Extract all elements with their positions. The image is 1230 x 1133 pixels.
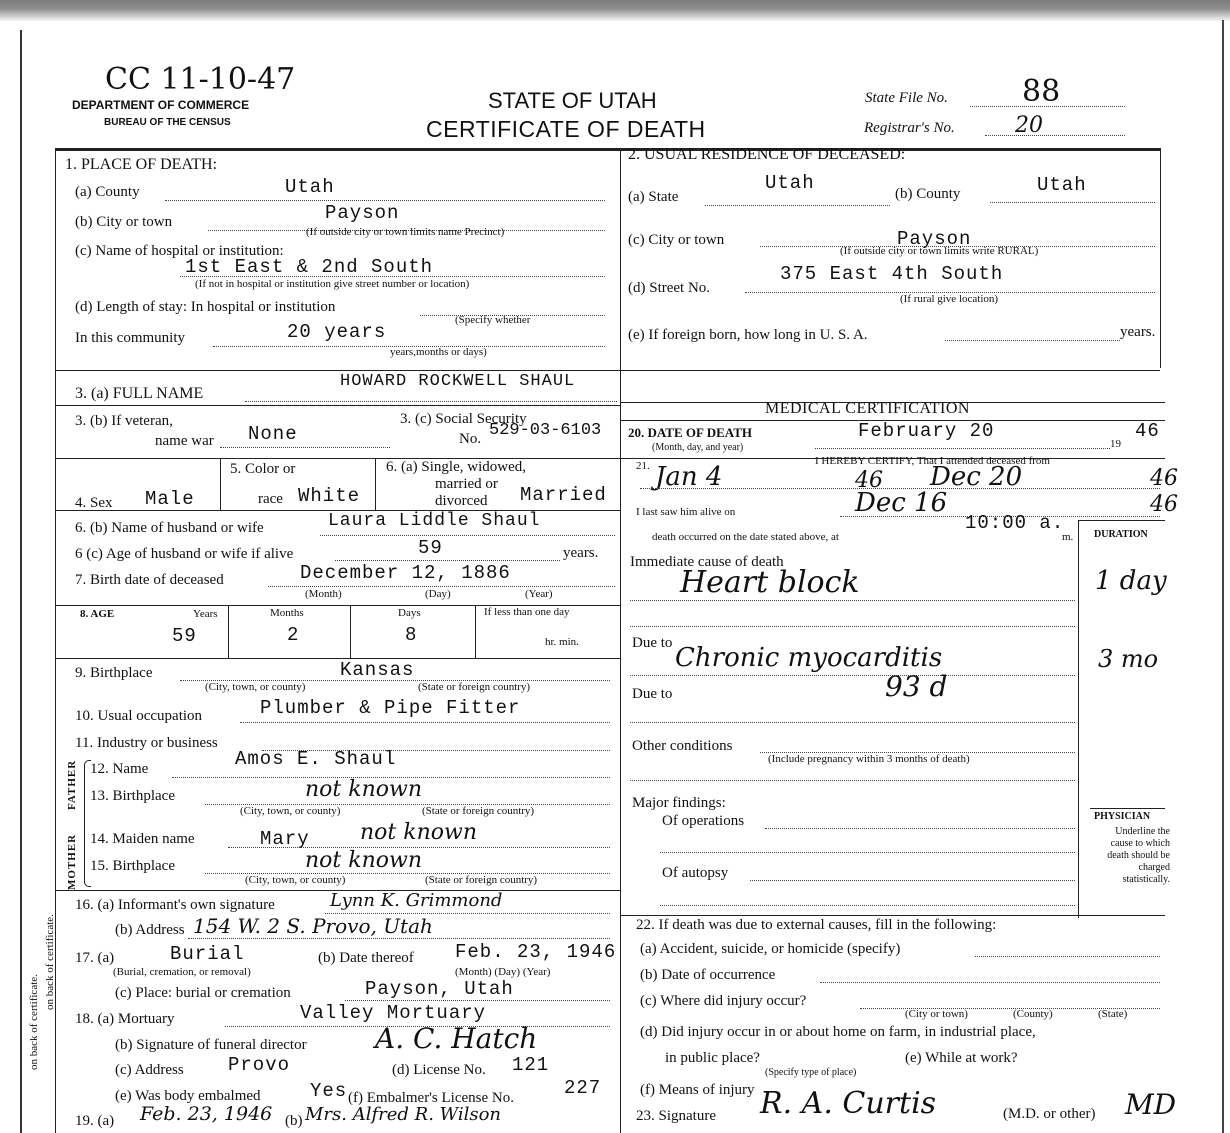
- spouse-age: 59: [418, 537, 443, 559]
- spouse-label: 6. (b) Name of husband or wife: [75, 520, 264, 536]
- mother-birth-note-1: (City, town, or county): [245, 874, 346, 886]
- grid-left: [55, 148, 56, 1133]
- registrar-sig-label: (b): [285, 1113, 303, 1129]
- birth-value: December 12, 1886: [300, 562, 511, 584]
- death-date-label-1: 20. DATE OF DEATH: [628, 425, 752, 440]
- place-city-note: (If outside city or town limits name Precinct): [306, 226, 505, 238]
- autopsy-line: [750, 880, 1075, 881]
- mother-birth: not known: [305, 848, 422, 873]
- ext-b-line: [820, 982, 1160, 983]
- place-community-label: In this community: [75, 330, 185, 346]
- disp-place-line: [345, 1000, 610, 1001]
- age-days-head: Days: [398, 607, 421, 619]
- place-stay-label: (d) Length of stay: In hospital or institution: [75, 299, 336, 315]
- filed-label: 19. (a): [75, 1113, 115, 1129]
- color-label-1: 5. Color or: [230, 461, 296, 477]
- ss-label-1: 3. (c) Social Security: [400, 411, 527, 427]
- father-birth: not known: [305, 777, 422, 802]
- birth-day: (Day): [425, 588, 451, 600]
- ext-d: (d) Did injury occur in or about home on farm, in industrial place,: [640, 1024, 1036, 1040]
- vet-label-2: name war: [155, 433, 214, 449]
- color-value: White: [298, 485, 361, 507]
- place-hosp-label: (c) Name of hospital or institution:: [75, 243, 284, 259]
- ext-c-note-3: (State): [1098, 1008, 1128, 1020]
- ops-line-2: [660, 852, 1075, 853]
- rule-2: [55, 405, 620, 406]
- page-title: CERTIFICATE OF DEATH: [426, 116, 706, 142]
- ext-a-line: [975, 956, 1160, 957]
- res-state: Utah: [765, 172, 815, 194]
- death-date: February 20: [858, 420, 995, 442]
- physician-head: PHYSICIAN: [1094, 811, 1151, 822]
- ss-label-2: No.: [459, 431, 482, 447]
- place-county: Utah: [285, 176, 335, 198]
- age-years-head: Years: [193, 608, 218, 620]
- disp-date-label: (b) Date thereof: [318, 950, 414, 966]
- other-label: Other conditions: [632, 738, 733, 754]
- due1-line: [630, 675, 1075, 676]
- rule-1: [55, 370, 1160, 371]
- md-label: (M.D. or other): [1003, 1106, 1096, 1122]
- place-city-label: (b) City or town: [75, 214, 173, 230]
- place-city: Payson: [325, 202, 400, 224]
- due1-value: Chronic myocarditis: [675, 643, 943, 673]
- registrar-line: [985, 135, 1125, 136]
- res-foreign-label: (e) If foreign born, how long in U. S. A.: [628, 327, 868, 343]
- marital-value: Married: [520, 484, 607, 506]
- mother-side-label: MOTHER: [66, 833, 78, 890]
- physician-note: Underline the cause to which death should be charged statistically.: [1107, 826, 1170, 885]
- box-divider-2: [375, 458, 376, 510]
- father-name: Amos E. Shaul: [235, 748, 397, 770]
- name-line: [245, 401, 617, 402]
- father-name-label: 12. Name: [90, 761, 149, 777]
- emb-license-label: (f) Embalmer's License No.: [348, 1090, 514, 1106]
- ext-label: 22. If death was due to external causes, fill in the following:: [636, 917, 997, 933]
- other-note: (Include pregnancy within 3 months of death): [768, 753, 970, 765]
- birthplace-note-1: (City, town, or county): [205, 681, 306, 693]
- state-heading: STATE OF UTAH: [488, 88, 657, 113]
- due2-label: Due to: [632, 686, 673, 702]
- spouse-line: [320, 535, 615, 536]
- emb-license: 227: [564, 1077, 602, 1099]
- margin-note-1: on back of certificate.: [28, 974, 40, 1070]
- birth-year: (Year): [525, 588, 553, 600]
- age-div-1: [228, 605, 229, 658]
- res-city-note: (If outside city or town limits write RURAL): [840, 245, 1039, 257]
- marital-label-3: divorced: [435, 493, 488, 509]
- informant-addr-line: [188, 938, 610, 939]
- ext-d2: in public place?: [665, 1050, 760, 1066]
- res-years: years.: [1120, 324, 1156, 340]
- autopsy-line-2: [660, 905, 1075, 906]
- age-months-head: Months: [270, 607, 304, 619]
- cause-value: Heart block: [680, 565, 860, 600]
- res-street: 375 East 4th South: [780, 263, 1004, 285]
- due1-label: Due to: [632, 635, 673, 651]
- attended-from-year: 46: [855, 468, 883, 493]
- father-birth-label: 13. Birthplace: [90, 788, 175, 804]
- due2-line: [630, 722, 1075, 723]
- death-date-label-2: (Month, day, and year): [652, 442, 744, 453]
- mother-name-note: not known: [360, 820, 477, 845]
- margin-note-2: on back of certificate.: [44, 914, 56, 1010]
- place-community: 20 years: [287, 321, 387, 343]
- marital-label-1: 6. (a) Single, widowed,: [386, 459, 526, 475]
- informant-addr: 154 W. 2 S. Provo, Utah: [193, 914, 433, 938]
- bureau-label: BUREAU OF THE CENSUS: [104, 117, 231, 128]
- ext-e: (e) While at work?: [905, 1050, 1018, 1066]
- color-label-2: race: [258, 491, 283, 507]
- ext-b: (b) Date of occurrence: [640, 967, 776, 983]
- occ-label: 10. Usual occupation: [75, 708, 203, 724]
- age-div-2: [350, 605, 351, 658]
- duration-col: [1078, 520, 1079, 918]
- industry-label: 11. Industry or business: [75, 735, 218, 751]
- ops-line: [765, 828, 1075, 829]
- age-label: 8. AGE: [80, 608, 115, 620]
- death-time-m: m.: [1062, 531, 1074, 543]
- vet-label-1: 3. (b) If veteran,: [75, 413, 173, 429]
- place-specify: (Specify whether: [455, 314, 531, 326]
- res-county: Utah: [1037, 174, 1087, 196]
- death-date-19: 19: [1110, 438, 1121, 450]
- informant-sig-label: 16. (a) Informant's own signature: [75, 897, 275, 913]
- director-label: (b) Signature of funeral director: [115, 1037, 307, 1053]
- mother-birth-label: 15. Birthplace: [90, 858, 175, 874]
- place-heading: 1. PLACE OF DEATH:: [65, 156, 218, 173]
- registrar-sig: Mrs. Alfred R. Wilson: [305, 1104, 501, 1125]
- ext-c: (c) Where did injury occur?: [640, 993, 807, 1009]
- physician-rule: [1090, 808, 1165, 809]
- place-hosp-line: [180, 276, 605, 277]
- ext-f: (f) Means of injury: [640, 1082, 755, 1098]
- disp-label: 17. (a): [75, 950, 115, 966]
- registrar-label: Registrar's No.: [864, 120, 955, 136]
- spouse-value: Laura Liddle Shaul: [328, 511, 541, 531]
- left-border: [20, 30, 22, 1133]
- ext-a: (a) Accident, suicide, or homicide (specify): [640, 941, 901, 957]
- birth-line: [268, 586, 615, 587]
- death-time: 10:00 a.: [965, 512, 1065, 534]
- father-side-label: FATHER: [66, 759, 78, 810]
- major-label: Major findings:: [632, 795, 726, 811]
- place-ymd-note: years,months or days): [390, 346, 487, 358]
- disp-place-label: (c) Place: burial or cremation: [115, 985, 291, 1001]
- due1-duration: 3 mo: [1098, 645, 1159, 673]
- certify-21: 21.: [636, 460, 650, 472]
- grid-center: [620, 148, 621, 1133]
- scan-edge: [0, 0, 1230, 22]
- res-street-label: (d) Street No.: [628, 280, 711, 296]
- vet-value: None: [248, 423, 298, 445]
- age-days: 8: [405, 624, 418, 646]
- medical-heading: MEDICAL CERTIFICATION: [765, 400, 970, 417]
- vet-line: [220, 447, 390, 448]
- res-city: Payson: [897, 228, 972, 250]
- res-street-note: (If rural give location): [900, 293, 999, 305]
- director-sig: A. C. Hatch: [375, 1022, 538, 1055]
- death-date-line: [815, 448, 1110, 449]
- father-birth-note-1: (City, town, or county): [240, 805, 341, 817]
- due2-value: 93 d: [885, 670, 948, 703]
- age-lt-day: If less than one day: [484, 606, 570, 618]
- occ-value: Plumber & Pipe Fitter: [260, 697, 521, 719]
- res-heading: 2. USUAL RESIDENCE OF DECEASED:: [628, 146, 906, 163]
- cause-line-1: [630, 600, 1075, 601]
- father-birth-note-2: (State or foreign country): [422, 805, 535, 817]
- disp-date-note: (Month) (Day) (Year): [455, 966, 551, 978]
- lastsaw-label: I last saw him alive on: [636, 506, 736, 518]
- ss-value: 529-03-6103: [489, 421, 602, 440]
- mort-addr-label: (c) Address: [115, 1062, 184, 1078]
- birthplace-label: 9. Birthplace: [75, 665, 153, 681]
- disp-note: (Burial, cremation, or removal): [113, 966, 251, 978]
- occ-line: [240, 722, 610, 723]
- right-border: [1222, 20, 1224, 1133]
- disp-date: Feb. 23, 1946: [455, 941, 617, 963]
- disp-place: Payson, Utah: [365, 978, 514, 1000]
- mort-addr: Provo: [228, 1054, 291, 1076]
- autopsy-label: Of autopsy: [662, 865, 729, 881]
- res-city-label: (c) City or town: [628, 232, 725, 248]
- cause-line-2: [630, 626, 1075, 627]
- birth-month: (Month): [305, 588, 342, 600]
- mortuary-value: Valley Mortuary: [300, 1002, 487, 1024]
- spouse-age-line: [335, 560, 560, 561]
- license-value: 121: [512, 1054, 550, 1076]
- box-divider-1: [220, 458, 221, 510]
- rule-6: [55, 658, 620, 659]
- cause-duration: 1 day: [1095, 566, 1167, 596]
- place-county-line: [165, 200, 605, 201]
- parents-bracket: [84, 760, 91, 887]
- birthplace-value: Kansas: [340, 659, 415, 681]
- state-file-value: 88: [1022, 74, 1061, 109]
- mother-birth-note-2: (State or foreign country): [425, 874, 538, 886]
- mortuary-label: 18. (a) Mortuary: [75, 1011, 175, 1027]
- mother-name: Mary: [260, 828, 310, 850]
- state-file-label: State File No.: [865, 90, 948, 106]
- place-hosp-note: (If not in hospital or institution give street number or location): [195, 278, 470, 290]
- license-label: (d) License No.: [392, 1062, 486, 1078]
- rule-7: [620, 915, 1165, 916]
- age-div-3: [475, 605, 476, 658]
- attended-to-year: 46: [1150, 466, 1178, 491]
- informant-addr-label: (b) Address: [115, 922, 185, 938]
- filed-note: CC 11-10-47: [105, 62, 296, 97]
- informant-sig: Lynn K. Grimmond: [330, 890, 503, 911]
- full-name: HOWARD ROCKWELL SHAUL: [340, 372, 576, 391]
- attended-from: Jan 4: [655, 462, 723, 492]
- res-county-label: (b) County: [895, 186, 961, 202]
- place-hosp: 1st East & 2nd South: [185, 256, 434, 278]
- dept-label: DEPARTMENT OF COMMERCE: [72, 98, 250, 112]
- place-county-label: (a) County: [75, 184, 140, 200]
- name-label: 3. (a) FULL NAME: [75, 385, 204, 402]
- res-state-line: [705, 205, 890, 206]
- sig-label: 23. Signature: [636, 1108, 716, 1124]
- spouse-years: years.: [563, 545, 599, 561]
- marital-label-2: married or: [435, 476, 498, 492]
- attended-to: Dec 20: [930, 462, 1023, 492]
- top-rule: [55, 148, 1160, 151]
- md-handwritten: MD: [1125, 1088, 1177, 1121]
- res-county-line: [990, 202, 1155, 203]
- sex-label: 4. Sex: [75, 495, 113, 511]
- cause-label: Immediate cause of death: [630, 554, 784, 570]
- grid-right: [1160, 148, 1161, 368]
- age-hrmin: hr. min.: [545, 636, 579, 648]
- ext-f-note: (Specify type of place): [765, 1067, 857, 1078]
- duration-head: DURATION: [1094, 529, 1148, 540]
- filed-date: Feb. 23, 1946: [140, 1103, 273, 1125]
- embalmed-label: (e) Was body embalmed: [115, 1088, 261, 1104]
- birthplace-note-2: (State or foreign country): [418, 681, 531, 693]
- spouse-age-label: 6 (c) Age of husband or wife if alive: [75, 546, 294, 562]
- other-line-2: [630, 780, 1075, 781]
- registrar-value: 20: [1015, 113, 1043, 138]
- age-years: 59: [172, 625, 197, 647]
- death-date-year: 46: [1135, 420, 1160, 442]
- mother-name-label: 14. Maiden name: [90, 831, 195, 847]
- age-months: 2: [287, 624, 300, 646]
- ext-c-note-2: (County): [1013, 1008, 1053, 1020]
- embalmed-value: Yes: [310, 1080, 348, 1102]
- res-state-label: (a) State: [628, 189, 679, 205]
- birth-label: 7. Birth date of deceased: [75, 572, 224, 588]
- ops-label: Of operations: [662, 813, 745, 829]
- disp-value: Burial: [170, 943, 245, 965]
- physician-sig: R. A. Curtis: [760, 1086, 937, 1121]
- duration-head-rule: [1078, 520, 1165, 521]
- occurred-label: death occurred on the date stated above, at: [652, 531, 839, 543]
- lastsaw-year: 46: [1150, 492, 1178, 517]
- ext-c-note-1: (City or town): [905, 1008, 968, 1020]
- res-foreign-line: [945, 340, 1120, 341]
- certify-text: I HEREBY CERTIFY, That I attended deceased from: [815, 455, 1050, 467]
- sex-value: Male: [145, 488, 195, 510]
- lastsaw-date: Dec 16: [855, 488, 948, 518]
